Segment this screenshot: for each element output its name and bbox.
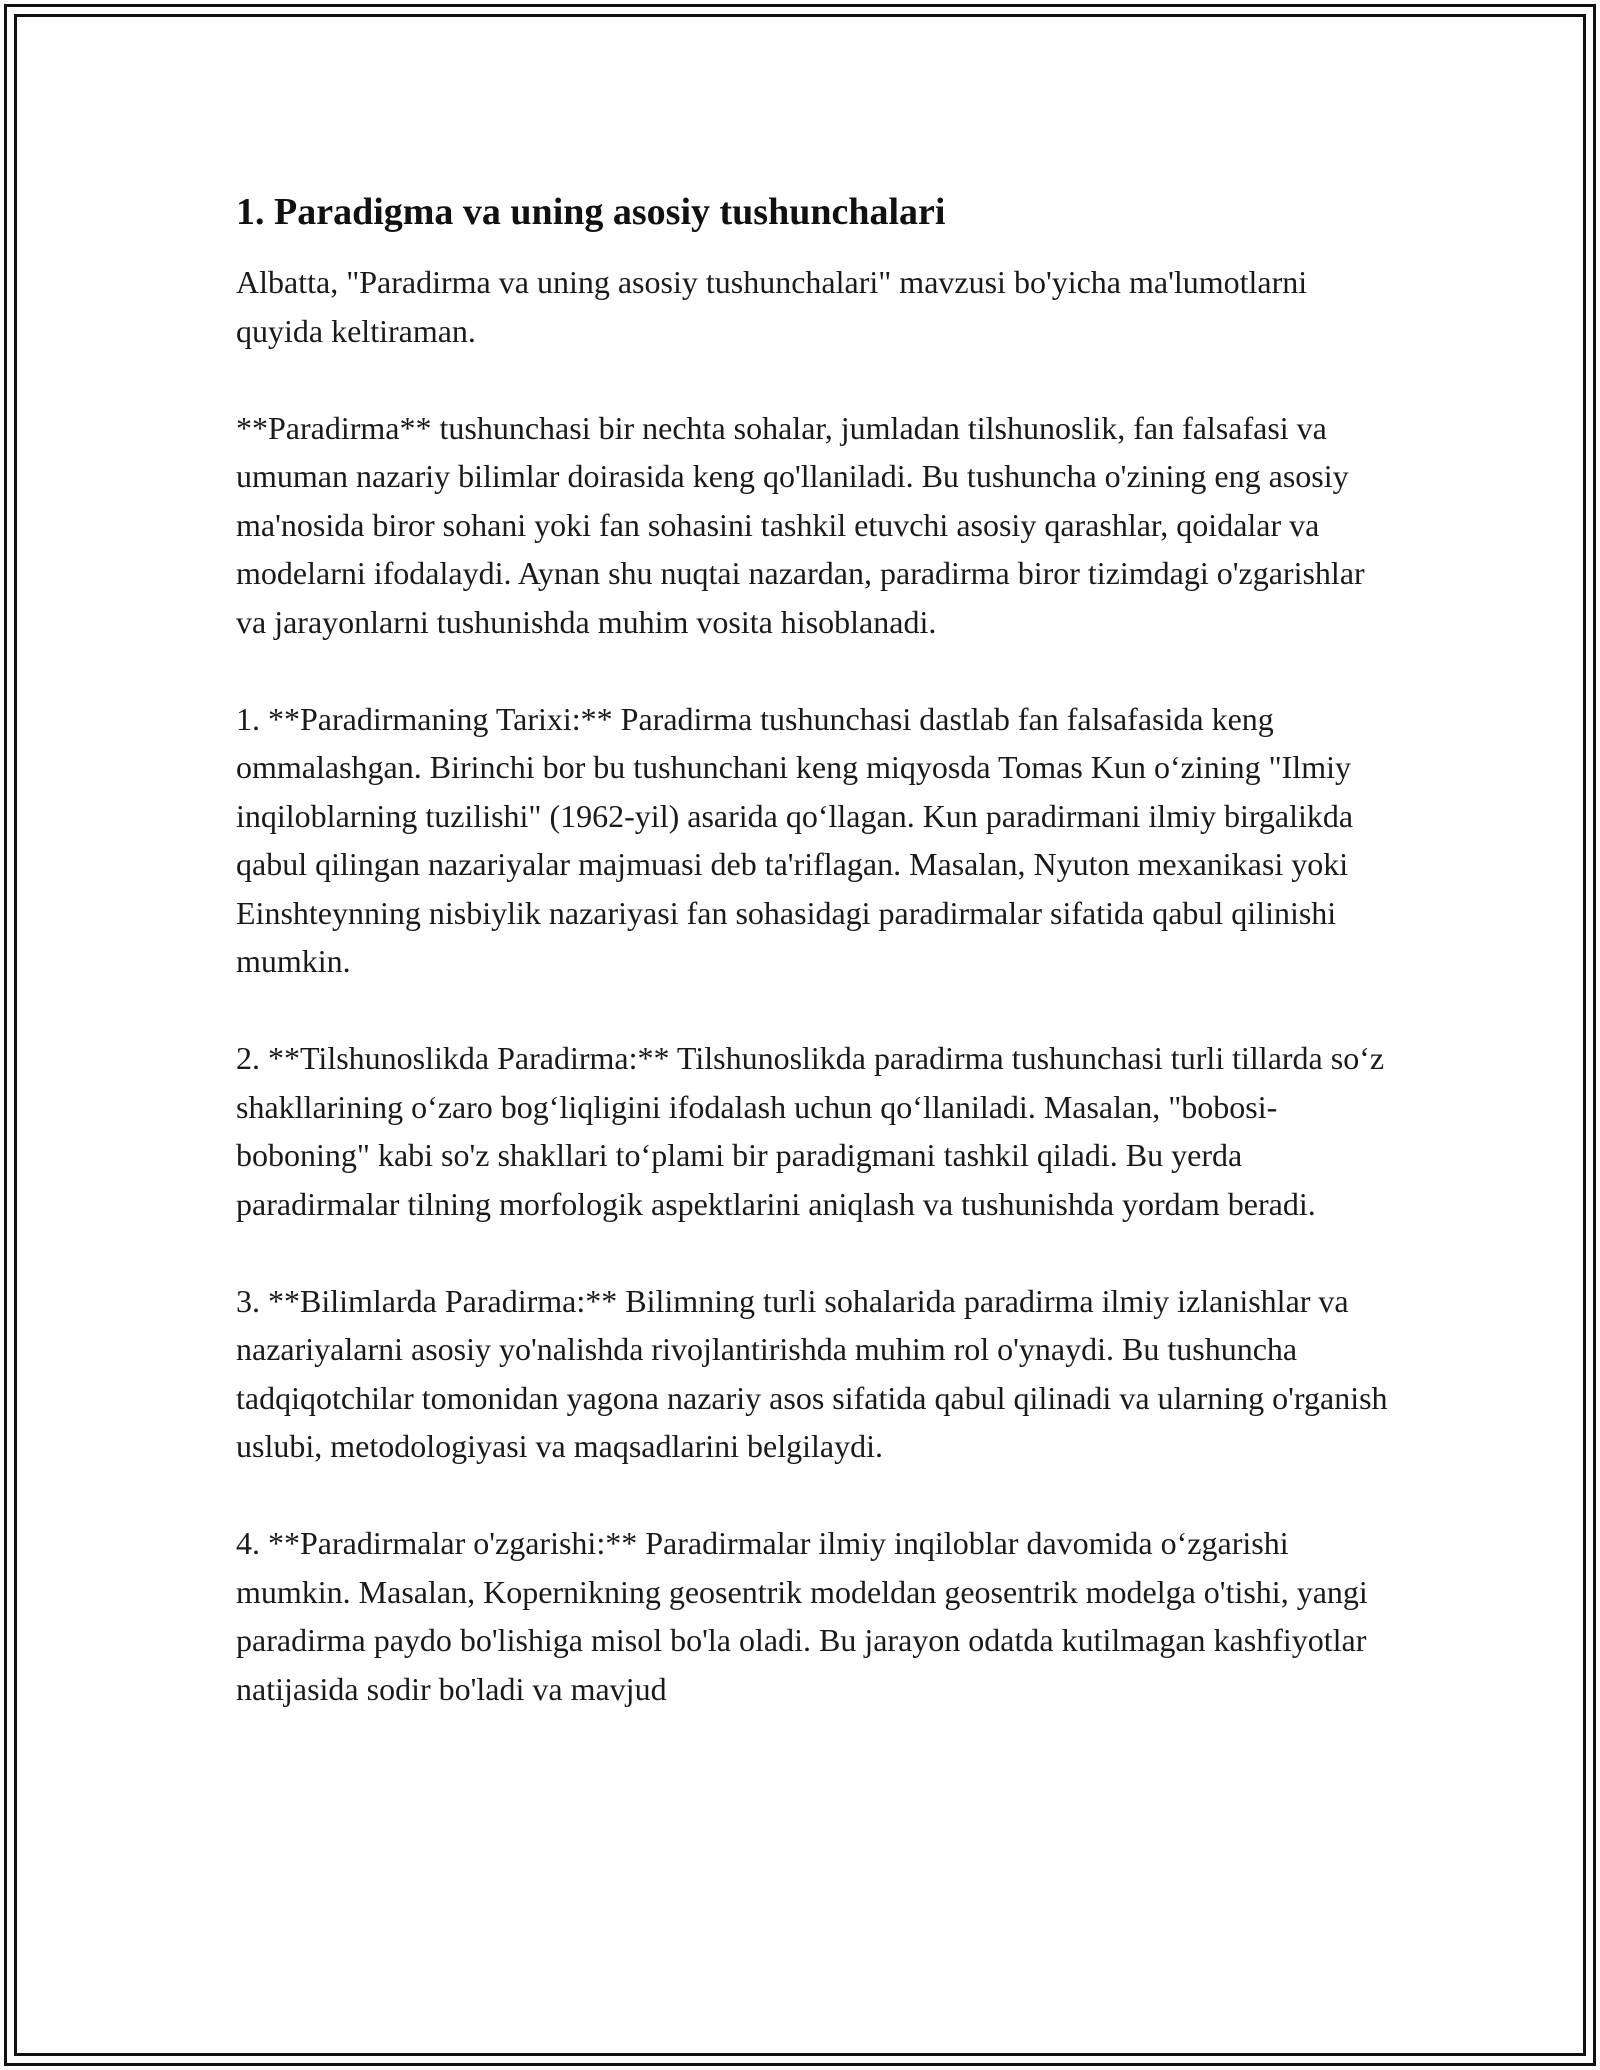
section-heading: 1. Paradigma va uning asosiy tushunchalari [236,191,946,233]
list-item-history: 1. **Paradirmaning Tarixi:** Paradirma tushunchasi dastlab fan falsafasida keng ommalashgan. Birinchi bor bu tushunchani keng miqyosda Tomas Kun o‘zining "Ilmiy inqiloblarning tuzilishi" (1962-yil) asarida qo‘llagan. Kun paradirmani ilmiy birgalikda qabul qilingan nazariyalar majmuasi deb ta'riflagan. Masalan, Nyuton mexanikasi yoki Einshteynning nisbiylik nazariyasi fan sohasidagi paradirmalar sifatida qabul qilinishi mumkin. [236,700,1354,979]
document-body [236,186,1396,1713]
list-item-paradigm-shift: 4. **Paradirmalar o'zgarishi:** Paradirmalar ilmiy inqiloblar davomida o‘zgarishi mumkin. Masalan, Kopernikning geosentrik modeldan geosentrik modelga o'tishi, yangi paradirma paydo bo'lishiga misol bo'la oladi. Bu jarayon odatda kutilmagan kashfiyotlar natijasida sodir bo'ladi va mavjud [236,1525,1368,1707]
definition-paragraph: **Paradirma** tushunchasi bir nechta sohalar, jumladan tilshunoslik, fan falsafasi va umuman nazariy bilimlar doirasida keng qo'llaniladi. Bu tushuncha o'zining eng asosiy ma'nosida biror sohani yoki fan sohasini tashkil etuvchi asosiy qarashlar, qoidalar va modelarni ifodalaydi. Aynan shu nuqtai nazardan, paradirma biror tizimdagi o'zgarishlar va jarayonlarni tushunishda muhim vosita hisoblanadi. [236,409,1365,640]
list-item-linguistics: 2. **Tilshunoslikda Paradirma:** Tilshunoslikda paradirma tushunchasi turli tillarda so‘z shakllarining o‘zaro bog‘liqligini ifodalash uchun qo‘llaniladi. Masalan, "bobosi-boboning" kabi so'z shakllari to‘plami bir paradigmani tashkil qiladi. Bu yerda paradirmalar tilning morfologik aspektlarini aniqlash va tushunishda yordam beradi. [236,1040,1385,1222]
list-item-knowledge: 3. **Bilimlarda Paradirma:** Bilimning turli sohalarida paradirma ilmiy izlanishlar va nazariyalarni asosiy yo'nalishda rivojlantirishda muhim rol o'ynaydi. Bu tushuncha tadqiqotchilar tomonidan yagona nazariy asos sifatida qabul qilinadi va ularning o'rganish uslubi, metodologiyasi va maqsadlarini belgilaydi. [236,1282,1388,1464]
intro-paragraph: Albatta, "Paradirma va uning asosiy tushunchalari" mavzusi bo'yicha ma'lumotlarni quyida keltiraman. [236,264,1308,349]
